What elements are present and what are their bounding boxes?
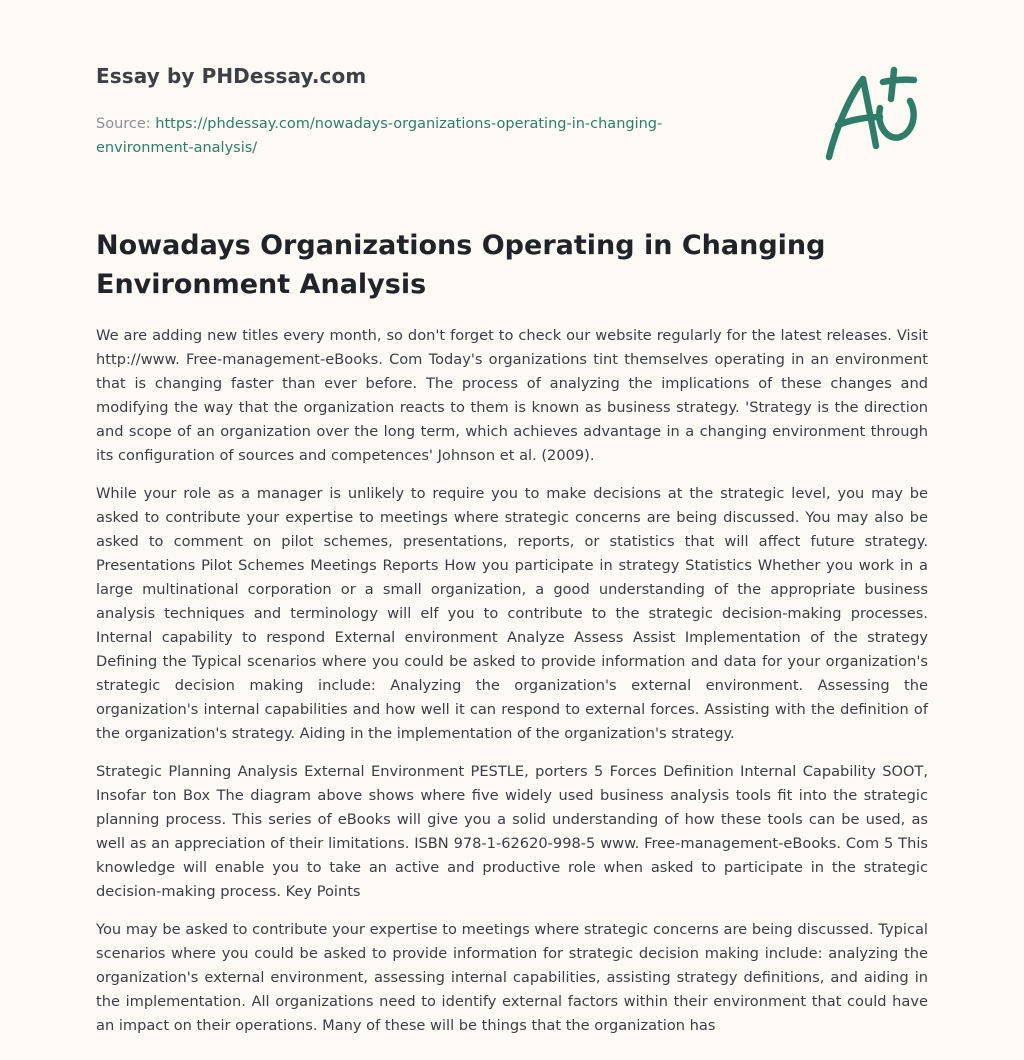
source-label: Source: (96, 116, 156, 132)
essay-paragraph: Strategic Planning Analysis External Environment PESTLE, porters 5 Forces Definition Internal Capability SOOT, Insofar ton Box The diagram above shows where five widely used business analysis tools fit into the strategic planning process. This series of eBooks will give you a solid understanding of how these tools can be used, as well as an appreciation of their limitations. ISBN 978-1-62620-998-5 www. Free-management-eBooks. Com 5 This knowledge will enable you to take an active and productive role when asked to participate in the strategic decision-making process. Key Points (96, 763, 928, 900)
essay-paragraph: While your role as a manager is unlikely to require you to make decisions at the strategic level, you may be asked to contribute your expertise to meetings where strategic concerns are being discussed. You may also be asked to comment on pilot schemes, presentations, reports, or statistics that will affect future strategy. Presentations Pilot Schemes Meetings Reports How you participate in strategy Statistics Whether you work in a large multinational corporation or a small organization, a good understanding of the appropriate business analysis techniques and terminology will elf you to contribute to the strategic decision-making processes. Internal capability to respond External environment Analyze Assess Assist Implementation of the strategy Defining the Typical scenarios where you could be asked to provide information and data for your organization's strategic decision making include: Analyzing the organization's external environment. Assessing the organization's internal capabilities and how well it can respond to external forces. Assisting with the definition of the organization's strategy. Aiding in the implementation of the organization's strategy. (96, 485, 928, 742)
site-brand: Essay by PHDessay.com (96, 64, 367, 88)
essay-paragraph: You may be asked to contribute your expertise to meetings where strategic concerns are being discussed. Typical scenarios where you could be asked to provide information for strategic decision making include: analyzing the organization's external environment, assessing internal capabilities, assisting strategy definitions, and aiding in the implementation. All organizations need to identify external factors within their environment that could have an impact on their operations. Many of these will be things that the organization has (96, 921, 928, 1034)
source-link[interactable]: https://phdessay.com/nowadays-organizations-operating-in-changing-environment-analysis/ (96, 116, 663, 156)
essay-paragraph: We are adding new titles every month, so don't forget to check our website regularly for the latest releases. Visit http://www. Free-management-eBooks. Com Today's organizations tint themselves operating in an environment that is changing faster than ever before. The process of analyzing the implications of these changes and modifying the way that the organization reacts to them is known as business strategy. 'Strategy is the direction and scope of an organization over the long term, which achieves advantage in a changing environment through its configuration of sources and competences' Johnson et al. (2009). (96, 327, 928, 464)
essay-body (96, 324, 928, 1052)
a-plus-icon (818, 66, 930, 166)
source-line (96, 112, 716, 160)
essay-title: Nowadays Organizations Operating in Changing Environment Analysis (96, 230, 826, 300)
